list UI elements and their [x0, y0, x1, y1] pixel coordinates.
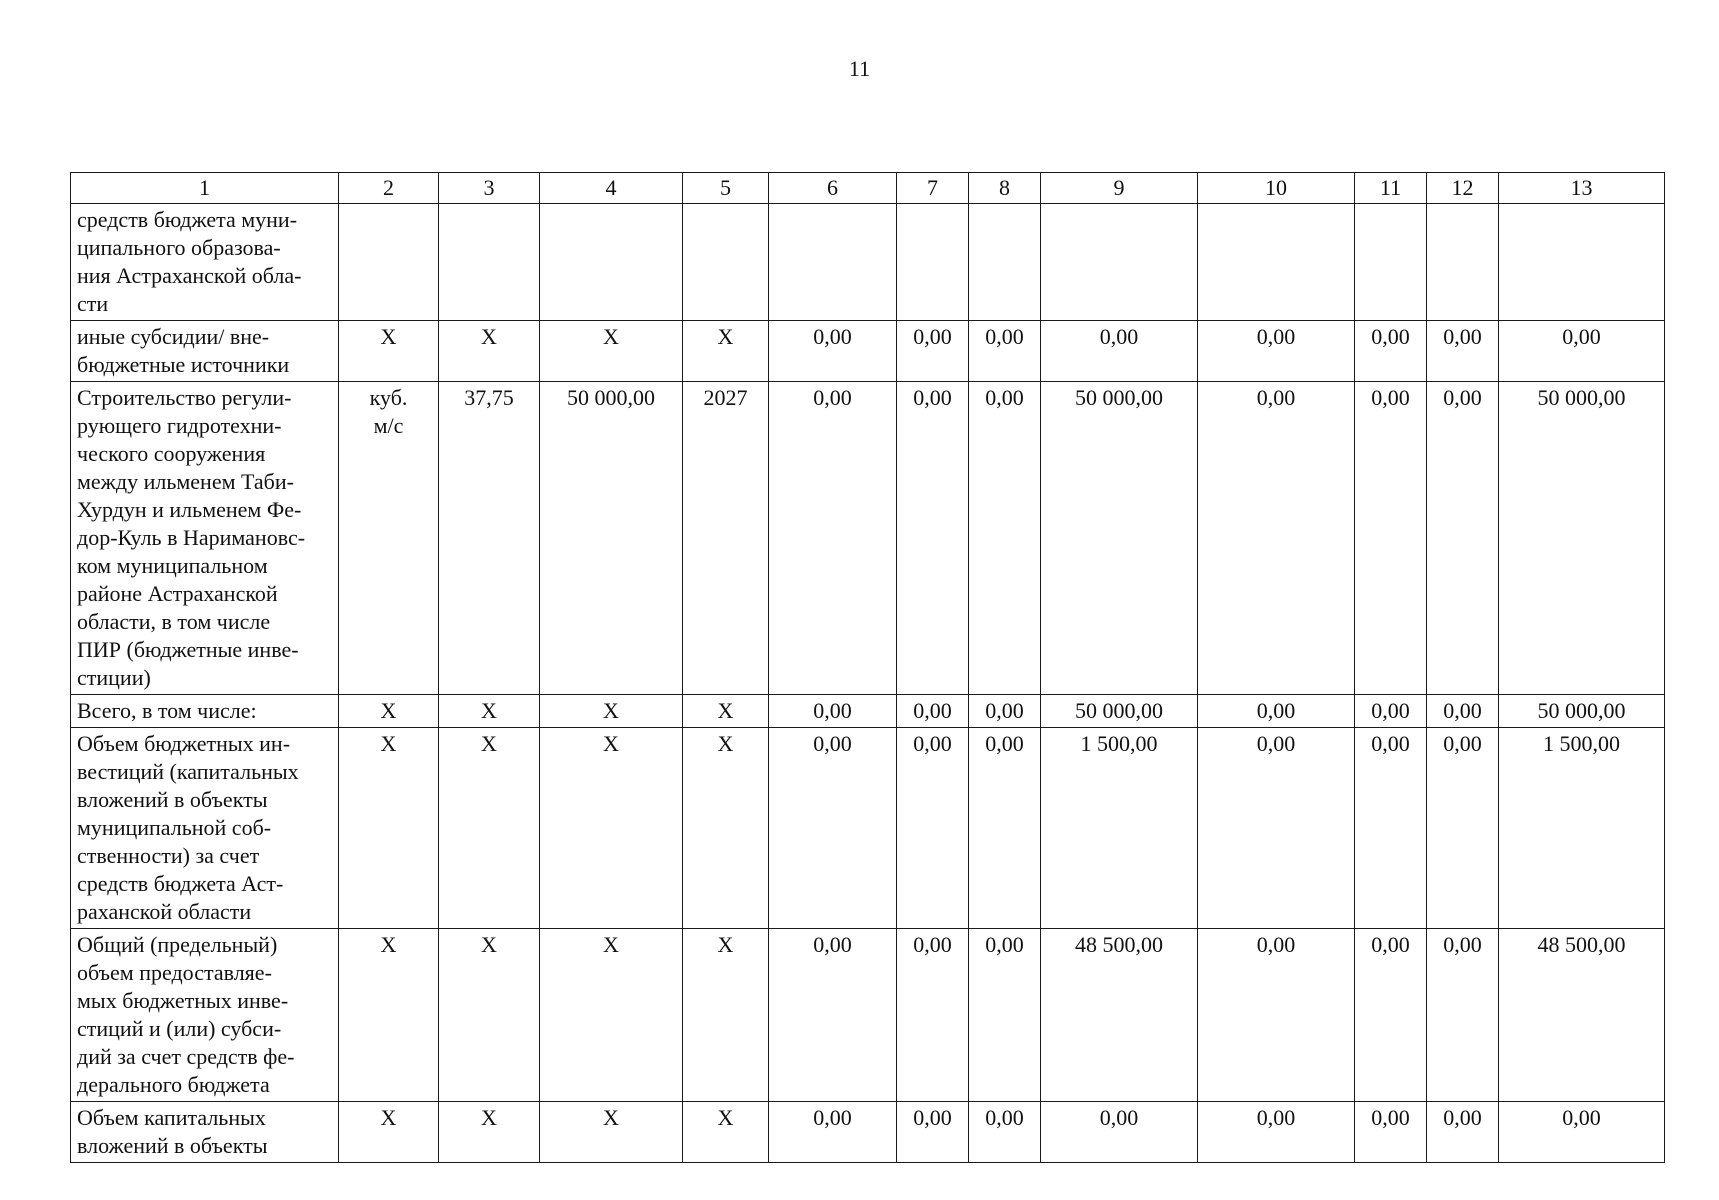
unit-cell — [339, 382, 439, 695]
table-row-construction-project — [71, 382, 1665, 695]
table-cell: X — [683, 929, 769, 1102]
row-name-line: районе Астраханской — [77, 581, 278, 606]
row-name-line: вложений в объекты — [77, 1133, 268, 1158]
row-name-line: Всего, в том числе: — [77, 698, 257, 723]
table-cell: 0,00 — [969, 728, 1041, 929]
row-name-line: рующего гидротехни- — [77, 413, 282, 438]
row-name-line: между ильменем Таби- — [77, 469, 294, 494]
table-cell: X — [439, 321, 540, 382]
table-cell: X — [339, 321, 439, 382]
row-name-line: мых бюджетных инве- — [77, 988, 289, 1013]
table-cell — [339, 204, 439, 321]
table-row-capital-investments — [71, 1102, 1665, 1163]
table-cell: X — [439, 728, 540, 929]
column-header: 1 — [71, 173, 339, 204]
table-cell: 0,00 — [1355, 929, 1427, 1102]
table-cell: 0,00 — [1355, 321, 1427, 382]
row-name-line: средств бюджета Аст- — [77, 871, 284, 896]
row-name-line: Хурдун и ильменем Фе- — [77, 497, 302, 522]
table-cell: X — [683, 728, 769, 929]
row-name-line: ственности) за счет — [77, 843, 260, 868]
table-cell: 0,00 — [1198, 382, 1355, 695]
table-cell — [1041, 204, 1198, 321]
row-name-line: Общий (предельный) — [77, 932, 278, 957]
table-cell: 0,00 — [1427, 929, 1499, 1102]
table-cell: 0,00 — [1427, 382, 1499, 695]
table-cell: 0,00 — [969, 382, 1041, 695]
table-cell: X — [540, 695, 683, 728]
column-header: 6 — [769, 173, 897, 204]
table-cell: 0,00 — [897, 929, 969, 1102]
table-cell: 0,00 — [1427, 728, 1499, 929]
row-name-cell — [71, 321, 339, 382]
column-header: 8 — [969, 173, 1041, 204]
table-cell — [1499, 204, 1665, 321]
table-cell: 0,00 — [769, 728, 897, 929]
table-cell: 0,00 — [969, 321, 1041, 382]
column-header: 10 — [1198, 173, 1355, 204]
row-name-line: ческого сооружения — [77, 441, 266, 466]
column-header: 13 — [1499, 173, 1665, 204]
page-number: 11 — [848, 56, 871, 81]
row-name-cell — [71, 728, 339, 929]
table-cell: 0,00 — [897, 695, 969, 728]
table-cell: 50 000,00 — [1041, 382, 1198, 695]
table-cell — [540, 204, 683, 321]
table-cell: 0,00 — [969, 1102, 1041, 1163]
row-name-line: стиции) — [77, 665, 151, 690]
table-cell: 48 500,00 — [1499, 929, 1665, 1102]
table-cell: 50 000,00 — [1499, 695, 1665, 728]
row-name-cell — [71, 382, 339, 695]
row-name-line: раханской области — [77, 899, 252, 924]
column-header: 5 — [683, 173, 769, 204]
table-cell: 0,00 — [769, 321, 897, 382]
table-cell — [439, 204, 540, 321]
table-cell: X — [540, 929, 683, 1102]
table-cell — [1427, 204, 1499, 321]
row-name-line: бюджетные источники — [77, 352, 290, 377]
table-cell: X — [339, 929, 439, 1102]
row-name-line: стиций и (или) субси- — [77, 1016, 282, 1041]
table-cell: 0,00 — [897, 382, 969, 695]
row-name-line: ния Астраханской обла- — [77, 263, 302, 288]
row-name-cell — [71, 204, 339, 321]
table-cell: X — [439, 929, 540, 1102]
table-cell: 0,00 — [1499, 321, 1665, 382]
table-cell: 48 500,00 — [1041, 929, 1198, 1102]
row-name-line: ципального образова- — [77, 235, 281, 260]
row-name-line: ком муниципальном — [77, 553, 268, 578]
table-cell: 0,00 — [969, 929, 1041, 1102]
table-cell: 0,00 — [969, 695, 1041, 728]
row-name-line: Объем бюджетных ин- — [77, 731, 291, 756]
table-cell: 2027 — [683, 382, 769, 695]
column-header: 9 — [1041, 173, 1198, 204]
table-cell — [897, 204, 969, 321]
column-header: 7 — [897, 173, 969, 204]
row-name-line: иные субсидии/ вне- — [77, 324, 270, 349]
table-cell: X — [683, 695, 769, 728]
table-cell: X — [339, 728, 439, 929]
table-cell: 0,00 — [897, 728, 969, 929]
column-header: 11 — [1355, 173, 1427, 204]
row-name-line: области, в том числе — [77, 609, 271, 634]
table-cell: X — [540, 1102, 683, 1163]
table-cell: X — [439, 695, 540, 728]
table-cell: X — [683, 321, 769, 382]
column-header: 12 — [1427, 173, 1499, 204]
table-cell: 0,00 — [1427, 1102, 1499, 1163]
unit-line: м/с — [373, 413, 404, 438]
table-cell: X — [683, 1102, 769, 1163]
row-name-line: вестиций (капитальных — [77, 759, 299, 784]
table-cell: 0,00 — [1427, 695, 1499, 728]
table-cell: 0,00 — [897, 1102, 969, 1163]
row-name-line: вложений в объекты — [77, 787, 268, 812]
table-cell: X — [439, 1102, 540, 1163]
table-cell: 0,00 — [1198, 1102, 1355, 1163]
table-cell — [683, 204, 769, 321]
table-cell: 0,00 — [1355, 728, 1427, 929]
unit-line: куб. — [369, 385, 408, 410]
table-cell: 0,00 — [1427, 321, 1499, 382]
table-cell — [1198, 204, 1355, 321]
row-name-line: средств бюджета муни- — [77, 207, 298, 232]
table-cell — [1355, 204, 1427, 321]
table-row-total — [71, 695, 1665, 728]
table-row-municipal-budget-continuation — [71, 204, 1665, 321]
table-cell: 0,00 — [1198, 929, 1355, 1102]
table-row-regional-budget-investments — [71, 728, 1665, 929]
table-cell: 0,00 — [1355, 695, 1427, 728]
row-name-line: дерального бюджета — [77, 1072, 270, 1097]
table-cell: 1 500,00 — [1499, 728, 1665, 929]
row-name-cell — [71, 929, 339, 1102]
column-header: 2 — [339, 173, 439, 204]
table-cell: 0,00 — [1041, 321, 1198, 382]
row-name-line: муниципальной соб- — [77, 815, 272, 840]
table-cell: 50 000,00 — [540, 382, 683, 695]
row-name-line: объем предоставляе- — [77, 960, 272, 985]
table-row-federal-budget — [71, 929, 1665, 1102]
table-row-other-subsidies — [71, 321, 1665, 382]
table-cell: 50 000,00 — [1499, 382, 1665, 695]
row-name-line: ПИР (бюджетные инве- — [77, 637, 299, 662]
table-cell — [969, 204, 1041, 321]
row-name-cell — [71, 695, 339, 728]
table-cell: 0,00 — [1198, 728, 1355, 929]
table-cell: 1 500,00 — [1041, 728, 1198, 929]
financing-table — [70, 172, 1665, 1163]
table-cell: X — [339, 1102, 439, 1163]
table-cell: 0,00 — [769, 695, 897, 728]
table-cell: 0,00 — [1041, 1102, 1198, 1163]
row-name-line: сти — [77, 291, 109, 316]
table-cell: 0,00 — [1499, 1102, 1665, 1163]
table-cell: 0,00 — [1355, 1102, 1427, 1163]
row-name-cell — [71, 1102, 339, 1163]
table-cell: 0,00 — [1198, 321, 1355, 382]
column-header: 3 — [439, 173, 540, 204]
table-cell: 0,00 — [897, 321, 969, 382]
column-header: 4 — [540, 173, 683, 204]
table-cell: 37,75 — [439, 382, 540, 695]
row-name-line: дий за счет средств фе- — [77, 1044, 295, 1069]
table-cell: X — [540, 321, 683, 382]
table-cell: X — [339, 695, 439, 728]
row-name-line: дор-Куль в Наримановс- — [77, 525, 306, 550]
table-cell — [769, 204, 897, 321]
table-cell: 0,00 — [769, 382, 897, 695]
table-cell: 0,00 — [769, 1102, 897, 1163]
column-number-row — [71, 173, 1665, 204]
table-cell: 0,00 — [1198, 695, 1355, 728]
table-cell: X — [540, 728, 683, 929]
table-cell: 50 000,00 — [1041, 695, 1198, 728]
row-name-line: Объем капитальных — [77, 1105, 266, 1130]
table-cell: 0,00 — [1355, 382, 1427, 695]
row-name-line: Строительство регули- — [77, 385, 292, 410]
table-cell: 0,00 — [769, 929, 897, 1102]
